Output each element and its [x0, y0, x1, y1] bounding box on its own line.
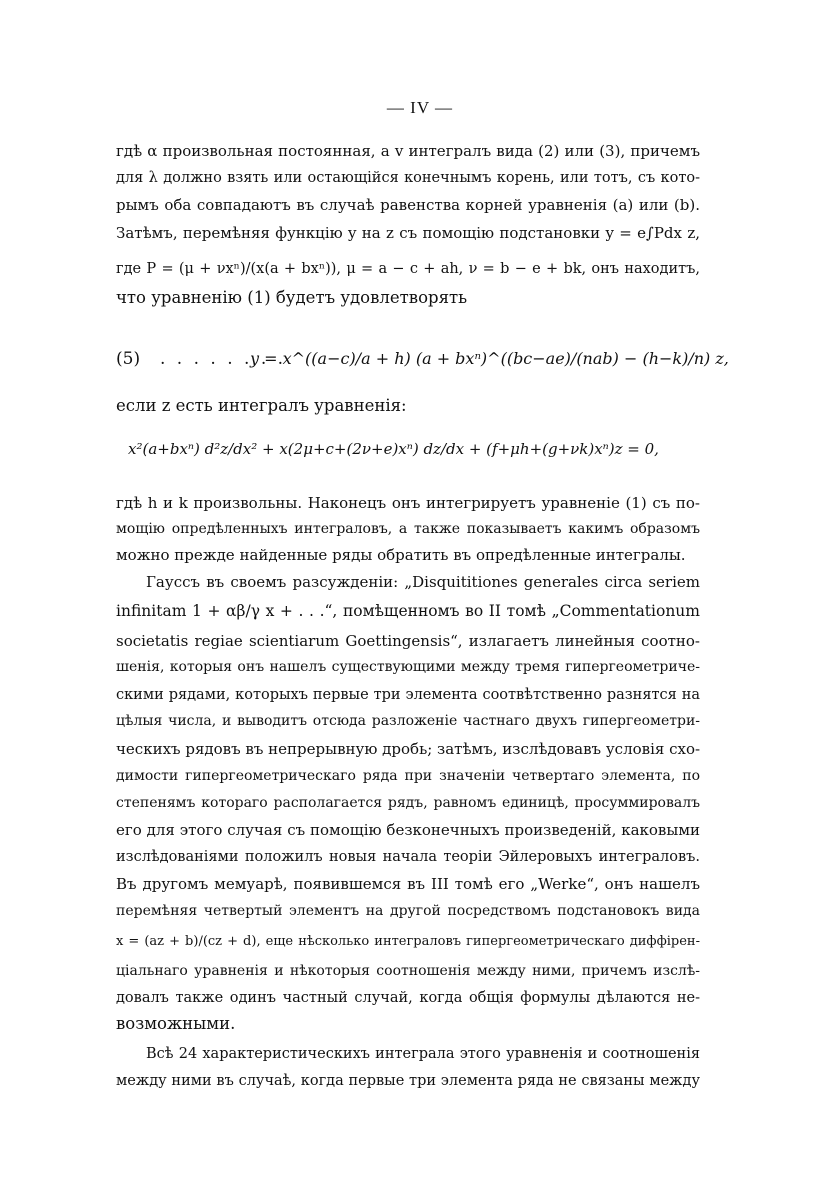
text-line: x = (az + b)/(cz + d), еще нѣсколько интеграловъ гипергеометрическаго диффірен- [116, 934, 700, 949]
text-line: димости гипергеометрическаго ряда при значеніи четвертаго элемента, по [116, 768, 700, 784]
text-line: мощію опредѣленныхъ интеграловъ, а также показываетъ какимъ образомъ [116, 521, 700, 537]
text-line: изслѣдованіями положилъ новыя начала теоріи Эйлеровыхъ интеграловъ. [116, 849, 700, 865]
equation-label: (5) [116, 349, 141, 369]
text-line: шенія, которыя онъ нашелъ существующими между тремя гипергеометриче- [116, 659, 700, 675]
page-number: — IV — [386, 98, 454, 117]
text-line: гдѣ α произвольная постоянная, а v интегралъ вида (2) или (3), причемъ [116, 142, 700, 160]
text-line: для λ должно взять или остающійся конечнымъ корень, или тотъ, съ кото- [116, 170, 700, 186]
text-line: можно прежде найденные ряды обратить въ опредѣленные интегралы. [116, 546, 686, 564]
text-line: если z есть интегралъ уравненія: [116, 396, 407, 415]
text-line: гдѣ h и k произвольны. Наконецъ онъ интегрируетъ уравненіе (1) съ по- [116, 494, 700, 512]
text-line: что уравненію (1) будетъ удовлетворять [116, 288, 468, 307]
text-line: societatis regiae scientiarum Goettingensis“, излагаетъ линейныя соотно- [116, 632, 700, 650]
text-line: его для этого случая съ помощію безконечныхъ произведеній, каковыми [116, 821, 700, 839]
text-line: Всѣ 24 характеристическихъ интеграла этого уравненія и соотношенія [146, 1046, 700, 1062]
text-line: infinitam 1 + αβ/γ x + . . .“, помѣщенномъ во II томѣ „Commentationum [116, 602, 700, 620]
text-line: Гауссъ въ своемъ разсужденіи: „Disquititiones generales circa seriem [146, 573, 700, 591]
text-line: Въ другомъ мемуарѣ, появившемся въ III томѣ его „Werke“, онъ нашелъ [116, 875, 700, 893]
text-line: ческихъ рядовъ въ непрерывную дробь; затѣмъ, изслѣдовавъ условія схо- [116, 740, 701, 758]
equation-dots: . . . . . . . . [160, 349, 287, 369]
equation-5: y = x^((a−c)/a + h) (a + bxⁿ)^((bc−ae)/(nab) − (h−k)/n) z, [250, 349, 729, 368]
text-line: цѣлыя числа, и выводитъ отсюда разложеніе частнаго двухъ гипергеометри- [116, 713, 700, 729]
text-line: скими рядами, которыхъ первые три элемента соотвѣтственно разнятся на [116, 687, 700, 703]
text-line: Затѣмъ, перемѣняя функцію y на z съ помощію подстановки y = e∫Pdx z, [116, 224, 700, 242]
text-line: рымъ оба совпадаютъ въ случаѣ равенства корней уравненія (a) или (b). [116, 196, 700, 214]
text-line: между ними въ случаѣ, когда первые три элемента ряда не связаны между [116, 1073, 700, 1089]
equation-main: x²(a+bxⁿ) d²z/dx² + x(2μ+c+(2ν+e)xⁿ) dz/dx + (f+μh+(g+νk)xⁿ)z = 0, [128, 440, 659, 458]
text-line: возможными. [116, 1014, 236, 1033]
text-line: перемѣняя четвертый элементъ на другой посредствомъ подстановокъ вида [116, 903, 700, 919]
text-line: степенямъ котораго располагается рядъ, равномъ единицѣ, просуммировалъ [116, 795, 700, 811]
text-line: довалъ также одинъ частный случай, когда общія формулы дѣлаются не- [116, 990, 700, 1006]
text-line: ціальнаго уравненія и нѣкоторыя соотношенія между ними, причемъ изслѣ- [116, 963, 700, 979]
text-line: где P = (μ + νxⁿ)/(x(a + bxⁿ)), μ = a − c + ah, ν = b − e + bk, онъ находитъ, [116, 261, 700, 277]
